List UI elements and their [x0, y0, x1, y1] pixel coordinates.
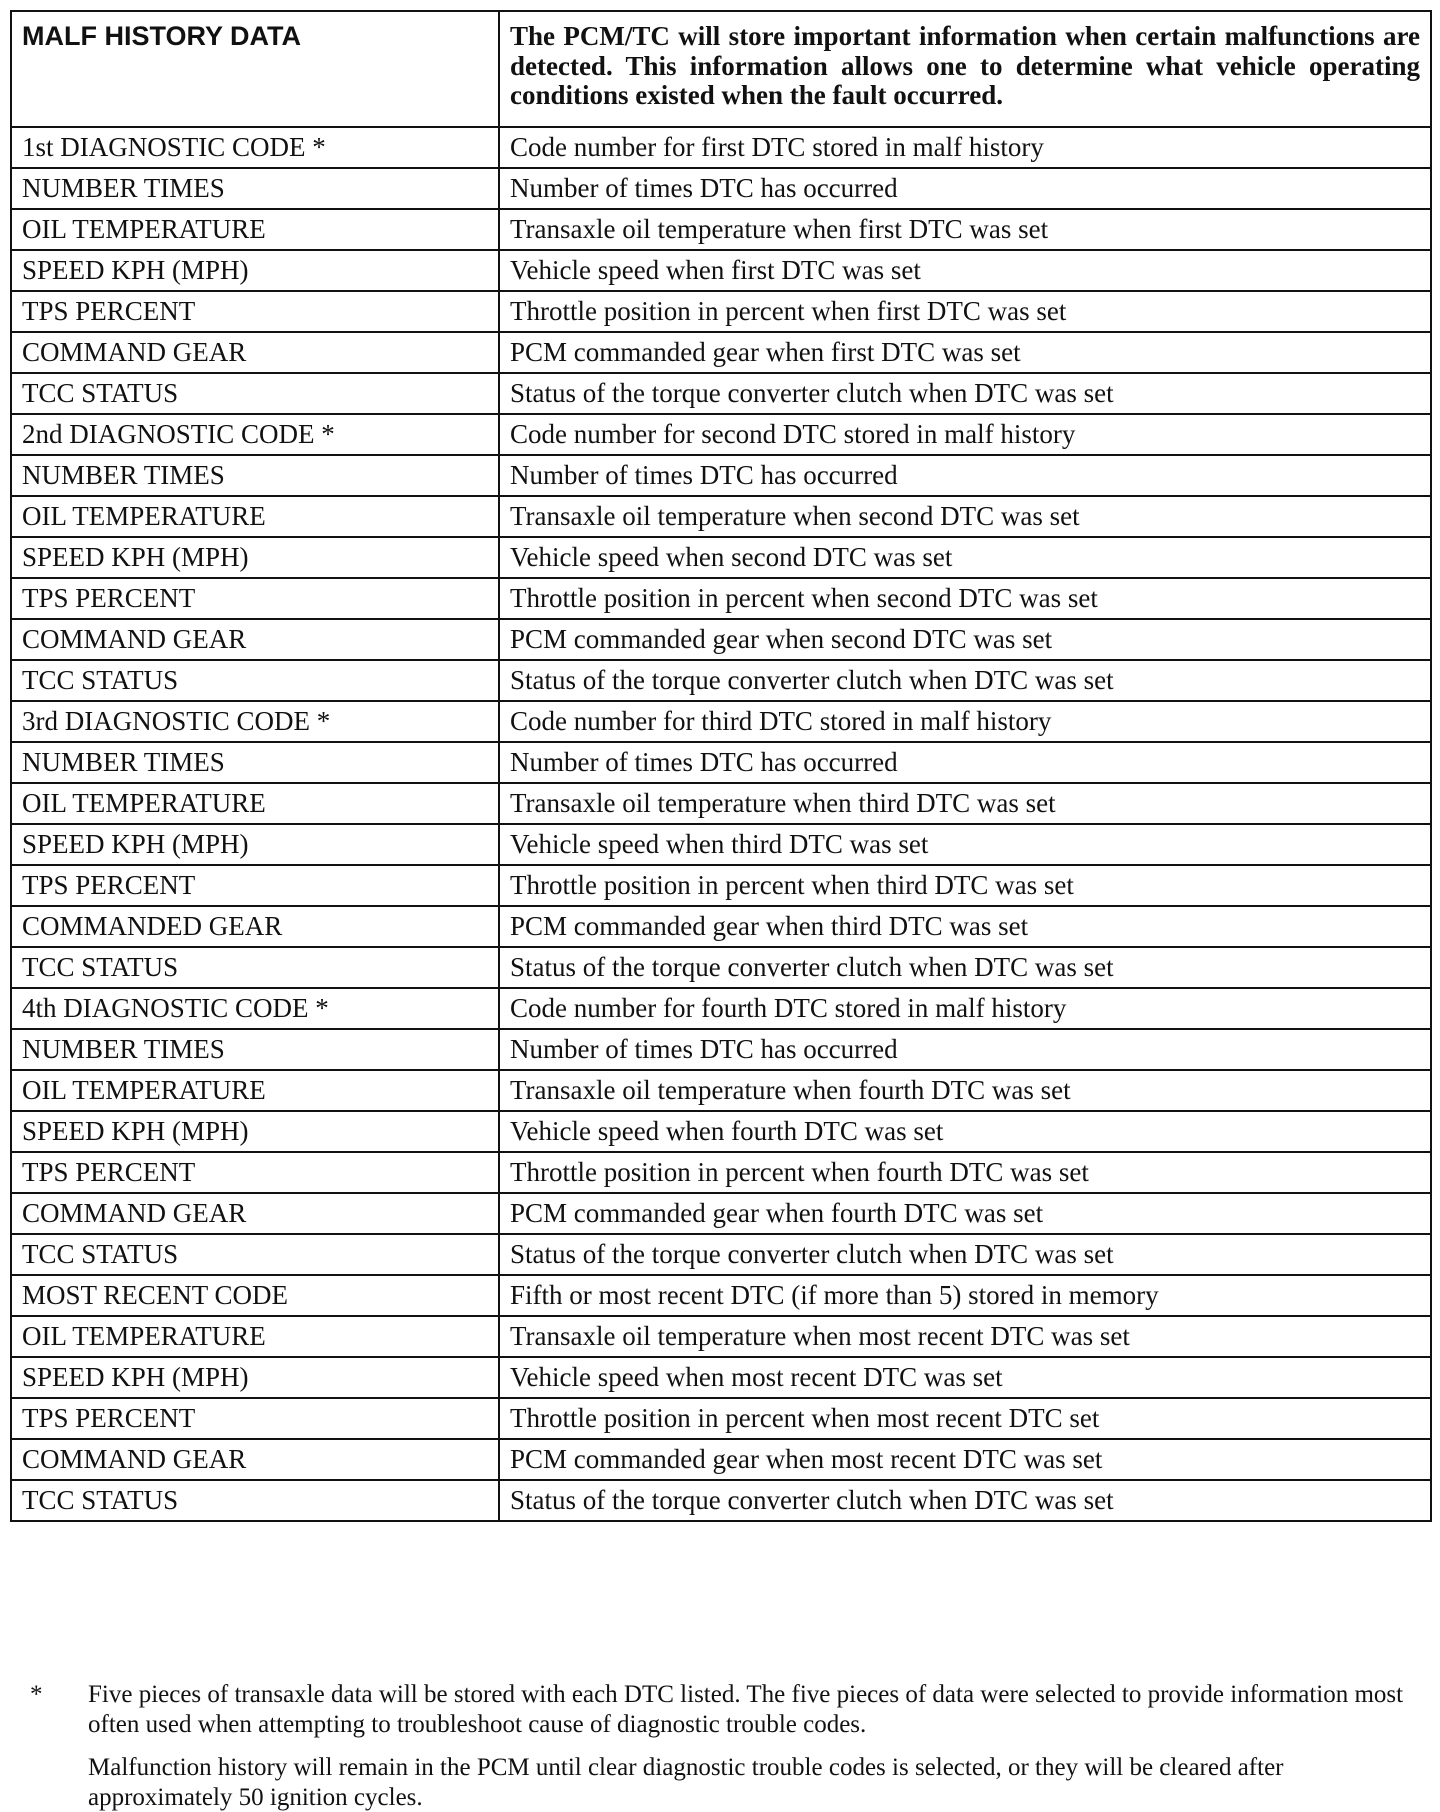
description-cell: Status of the torque converter clutch when DTC was set [499, 1480, 1431, 1521]
table-row [11, 660, 1431, 701]
description-cell: Fifth or most recent DTC (if more than 5) stored in memory [499, 1275, 1431, 1316]
table-row [11, 168, 1431, 209]
parameter-cell: COMMAND GEAR [11, 1193, 499, 1234]
parameter-cell: COMMANDED GEAR [11, 906, 499, 947]
description-cell: PCM commanded gear when fourth DTC was set [499, 1193, 1431, 1234]
description-cell: Transaxle oil temperature when third DTC was set [499, 783, 1431, 824]
description-cell: PCM commanded gear when first DTC was set [499, 332, 1431, 373]
table-row [11, 783, 1431, 824]
parameter-cell: 1st DIAGNOSTIC CODE * [11, 127, 499, 168]
parameter-cell: 2nd DIAGNOSTIC CODE * [11, 414, 499, 455]
parameter-cell: COMMAND GEAR [11, 332, 499, 373]
table-row [11, 127, 1431, 168]
table-row [11, 1029, 1431, 1070]
description-cell: PCM commanded gear when third DTC was set [499, 906, 1431, 947]
parameter-cell: 3rd DIAGNOSTIC CODE * [11, 701, 499, 742]
parameter-cell: COMMAND GEAR [11, 619, 499, 660]
table-row [11, 619, 1431, 660]
footnote-1-text: Five pieces of transaxle data will be stored with each DTC listed. The five pieces of data were selected to provide information most often used when attempting to troubleshoot cause of diagnostic trouble codes. [88, 1681, 1404, 1738]
table-row [11, 1193, 1431, 1234]
table-row [11, 701, 1431, 742]
footnote-2-text: Malfunction history will remain in the PCM until clear diagnostic trouble codes is selected, or they will be cleared after approximately 50 ignition cycles. [88, 1754, 1284, 1811]
description-cell: Vehicle speed when most recent DTC was set [499, 1357, 1431, 1398]
table-row [11, 906, 1431, 947]
parameter-cell: TPS PERCENT [11, 578, 499, 619]
parameter-cell: COMMAND GEAR [11, 1439, 499, 1480]
table-row [11, 1398, 1431, 1439]
table-row [11, 1234, 1431, 1275]
parameter-cell: TPS PERCENT [11, 865, 499, 906]
description-cell: Number of times DTC has occurred [499, 1029, 1431, 1070]
description-cell: Number of times DTC has occurred [499, 455, 1431, 496]
parameter-cell: TCC STATUS [11, 947, 499, 988]
table-row [11, 1439, 1431, 1480]
description-cell: Vehicle speed when second DTC was set [499, 537, 1431, 578]
parameter-cell: OIL TEMPERATURE [11, 1316, 499, 1357]
description-cell: Throttle position in percent when second DTC was set [499, 578, 1431, 619]
parameter-cell: SPEED KPH (MPH) [11, 537, 499, 578]
parameter-cell: SPEED KPH (MPH) [11, 1111, 499, 1152]
description-cell: PCM commanded gear when second DTC was set [499, 619, 1431, 660]
malf-history-table-body [11, 11, 1431, 1521]
description-cell: Throttle position in percent when fourth DTC was set [499, 1152, 1431, 1193]
description-cell: Throttle position in percent when third DTC was set [499, 865, 1431, 906]
parameter-cell: MOST RECENT CODE [11, 1275, 499, 1316]
description-cell: Transaxle oil temperature when fourth DTC was set [499, 1070, 1431, 1111]
description-cell: Vehicle speed when fourth DTC was set [499, 1111, 1431, 1152]
parameter-cell: SPEED KPH (MPH) [11, 250, 499, 291]
description-cell: Code number for third DTC stored in malf history [499, 701, 1431, 742]
description-cell: Number of times DTC has occurred [499, 742, 1431, 783]
description-cell: Vehicle speed when first DTC was set [499, 250, 1431, 291]
parameter-cell: 4th DIAGNOSTIC CODE * [11, 988, 499, 1029]
description-cell: Code number for first DTC stored in malf history [499, 127, 1431, 168]
parameter-cell: SPEED KPH (MPH) [11, 824, 499, 865]
description-cell: Transaxle oil temperature when most recent DTC was set [499, 1316, 1431, 1357]
parameter-cell: SPEED KPH (MPH) [11, 1357, 499, 1398]
table-row [11, 578, 1431, 619]
table-row [11, 537, 1431, 578]
parameter-cell: TCC STATUS [11, 373, 499, 414]
table-row [11, 1070, 1431, 1111]
table-row [11, 455, 1431, 496]
parameter-cell: NUMBER TIMES [11, 742, 499, 783]
description-cell: Status of the torque converter clutch when DTC was set [499, 373, 1431, 414]
description-cell: PCM commanded gear when most recent DTC was set [499, 1439, 1431, 1480]
table-row [11, 865, 1431, 906]
parameter-cell: OIL TEMPERATURE [11, 496, 499, 537]
table-row [11, 947, 1431, 988]
parameter-cell: NUMBER TIMES [11, 455, 499, 496]
footnote-2 [30, 1753, 1410, 1812]
table-row [11, 824, 1431, 865]
footnote-1 [30, 1680, 1410, 1739]
table-row [11, 742, 1431, 783]
description-cell: Code number for fourth DTC stored in malf history [499, 988, 1431, 1029]
description-cell: Number of times DTC has occurred [499, 168, 1431, 209]
table-row [11, 332, 1431, 373]
table-row [11, 988, 1431, 1029]
parameter-cell: TPS PERCENT [11, 1152, 499, 1193]
table-row [11, 250, 1431, 291]
description-cell: Status of the torque converter clutch when DTC was set [499, 947, 1431, 988]
table-row [11, 209, 1431, 250]
table-row [11, 496, 1431, 537]
parameter-cell: TCC STATUS [11, 1234, 499, 1275]
parameter-cell: TPS PERCENT [11, 1398, 499, 1439]
table-row [11, 1480, 1431, 1521]
description-cell: Code number for second DTC stored in malf history [499, 414, 1431, 455]
parameter-cell: OIL TEMPERATURE [11, 1070, 499, 1111]
table-row [11, 373, 1431, 414]
parameter-cell: NUMBER TIMES [11, 168, 499, 209]
table-header-row [11, 11, 1431, 127]
table-row [11, 1111, 1431, 1152]
header-description: The PCM/TC will store important information when certain malfunctions are detected. This information allows one to determine what vehicle operating conditions existed when the fault occurred. [499, 11, 1431, 127]
parameter-cell: TCC STATUS [11, 660, 499, 701]
description-cell: Transaxle oil temperature when first DTC was set [499, 209, 1431, 250]
table-row [11, 291, 1431, 332]
table-row [11, 1316, 1431, 1357]
description-cell: Vehicle speed when third DTC was set [499, 824, 1431, 865]
parameter-cell: NUMBER TIMES [11, 1029, 499, 1070]
description-cell: Status of the torque converter clutch when DTC was set [499, 660, 1431, 701]
table-row [11, 1357, 1431, 1398]
parameter-cell: TCC STATUS [11, 1480, 499, 1521]
description-cell: Throttle position in percent when most recent DTC set [499, 1398, 1431, 1439]
parameter-cell: OIL TEMPERATURE [11, 209, 499, 250]
description-cell: Transaxle oil temperature when second DTC was set [499, 496, 1431, 537]
footnote-marker: * [30, 1681, 43, 1708]
table-row [11, 1275, 1431, 1316]
header-label: MALF HISTORY DATA [11, 11, 499, 127]
description-cell: Status of the torque converter clutch when DTC was set [499, 1234, 1431, 1275]
parameter-cell: OIL TEMPERATURE [11, 783, 499, 824]
malf-history-table [10, 10, 1432, 1522]
description-cell: Throttle position in percent when first DTC was set [499, 291, 1431, 332]
footnotes [30, 1680, 1410, 1812]
table-row [11, 1152, 1431, 1193]
parameter-cell: TPS PERCENT [11, 291, 499, 332]
table-row [11, 414, 1431, 455]
